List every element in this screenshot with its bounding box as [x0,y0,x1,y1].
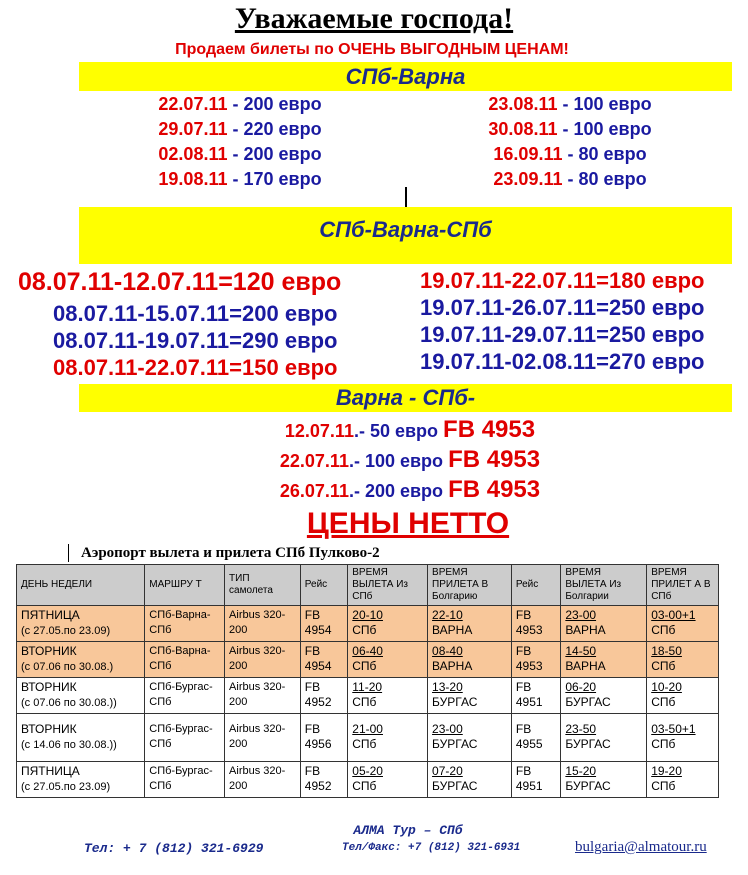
arr-cell [647,762,719,798]
table-header: ВРЕМЯ ПРИЛЕТ А В СПб [647,565,719,606]
return-line [0,446,748,474]
arr-city: СПб [651,623,676,637]
roundtrip-right-item: 19.07.11-22.07.11=180 евро [420,268,705,293]
oneway-price: - 200 евро [227,94,322,114]
company-name: АЛМА Тур – СПб [353,823,463,838]
day-name: ВТОРНИК [21,644,77,658]
day-cell [17,714,145,762]
table-header: Рейс [511,565,560,606]
oneway-date: 19.08.11 [158,169,228,189]
oneway-date: 22.07.11 [158,94,228,114]
airport-note: Аэропорт вылета и прилета СПб Пулково-2 [68,544,380,562]
dep-time: 23-00 [565,608,597,622]
oneway-date: 23.08.11 [488,94,558,114]
plane-cell: Airbus 320-200 [225,678,301,714]
dep-cell [348,714,428,762]
table-row [17,762,719,798]
subtitle-prefix: Продаем билеты по [175,41,339,58]
arr-time: 22-10 [432,608,463,622]
section-roundtrip-heading: СПб-Варна-СПб [79,207,732,264]
arr-city: ВАРНА [432,659,473,673]
flight-cell: FB 4951 [511,762,560,798]
arr-cell [647,606,719,642]
route-cell: СПб-Бургас-СПб [145,714,225,762]
plane-cell: Airbus 320-200 [225,762,301,798]
dep-cell [348,606,428,642]
arr-cell [647,642,719,678]
dep-city: СПб [352,695,377,709]
roundtrip-left-item: 08.07.11-12.07.11=120 евро [18,268,342,296]
arr-cell [647,678,719,714]
dep-time: 20-10 [352,608,383,622]
table-row [17,678,719,714]
flight-cell: FB 4955 [511,714,560,762]
oneway-date: 23.09.11 [493,169,563,189]
roundtrip-left-item: 08.07.11-19.07.11=290 евро [53,328,338,353]
return-date: 22.07.11 [279,451,349,471]
table-header: ВРЕМЯ ВЫЛЕТА Из Болгарии [561,565,647,606]
flight-cell: FB 4952 [300,762,347,798]
arr-cell [428,642,512,678]
arr-time: 08-40 [432,644,463,658]
dep-time: 06-40 [352,644,383,658]
dep-city: СПб [352,659,377,673]
page-title: Уважаемые господа! [234,2,514,35]
return-flight: FB 4953 [448,446,541,473]
arr-city: БУРГАС [432,737,478,751]
dep-city: СПб [352,737,377,751]
roundtrip-right-item: 19.07.11-26.07.11=250 евро [420,295,705,320]
page-subtitle [0,40,744,60]
flight-cell: FB 4951 [511,678,560,714]
table-row [17,714,719,762]
dep-city: СПб [352,623,377,637]
table-header: ДЕНЬ НЕДЕЛИ [17,565,145,606]
return-price: .- 100 евро [348,451,449,471]
arr-cell [428,762,512,798]
day-period: (с 07.06 по 30.08.) [21,661,114,673]
table-row [17,606,719,642]
dep-time: 21-00 [352,722,383,736]
flight-cell: FB 4954 [300,606,347,642]
return-date: 12.07.11 [284,421,354,441]
roundtrip-left-item: 08.07.11-15.07.11=200 евро [53,301,338,326]
plane-cell: Airbus 320-200 [225,714,301,762]
day-name: ВТОРНИК [21,722,77,736]
dep-time: 14-50 [565,644,597,658]
dep-cell [348,762,428,798]
return-date: 26.07.11 [279,481,349,501]
table-header: МАРШРУ Т [145,565,225,606]
table-header: ВРЕМЯ ПРИЛЕТА В Болгарию [428,565,512,606]
flight-cell: FB 4954 [300,642,347,678]
roundtrip-right-item: 19.07.11-29.07.11=250 евро [420,322,705,347]
arr-cell [428,678,512,714]
flight-cell: FB 4953 [511,642,560,678]
day-cell [17,642,145,678]
day-name: ВТОРНИК [21,680,77,694]
flight-cell: FB 4956 [300,714,347,762]
route-cell: СПб-Варна-СПб [145,606,225,642]
arr-time: 13-20 [432,680,463,694]
divider-bar [405,187,407,207]
dep-city: БУРГАС [565,779,611,793]
oneway-right-row [405,92,735,116]
plane-cell: Airbus 320-200 [225,642,301,678]
oneway-price: - 220 евро [227,119,322,139]
return-price: .- 200 евро [348,481,449,501]
arr-time: 03-50+1 [651,722,696,736]
table-row [17,642,719,678]
flight-cell: FB 4953 [511,606,560,642]
oneway-date: 30.08.11 [488,119,558,139]
oneway-right-row [405,142,735,166]
dep-cell [561,606,647,642]
route-cell: СПб-Бургас-СПб [145,762,225,798]
return-line [0,416,748,444]
arr-city: СПб [651,659,676,673]
arr-time: 23-00 [432,722,463,736]
day-name: ПЯТНИЦА [21,764,80,778]
dep-time: 15-20 [565,764,597,778]
oneway-price: - 170 евро [227,169,322,189]
dep-cell [561,762,647,798]
dep-city: БУРГАС [565,737,611,751]
arr-city: СПб [651,695,676,709]
dep-city: СПб [352,779,377,793]
oneway-price: - 80 евро [562,169,647,189]
dep-time: 05-20 [352,764,383,778]
table-header: Рейс [300,565,347,606]
subtitle-highlight: ОЧЕНЬ ВЫГОДНЫМ ЦЕНАМ! [338,41,569,58]
arr-cell [428,606,512,642]
section-oneway-heading: СПб-Варна [79,62,732,91]
dep-time: 23-50 [565,722,597,736]
arr-time: 07-20 [432,764,463,778]
dep-city: ВАРНА [565,659,606,673]
phone-number: Тел: + 7 (812) 321-6929 [84,841,264,856]
oneway-price: - 100 евро [557,119,652,139]
oneway-price: - 200 евро [227,144,322,164]
dep-cell [561,642,647,678]
arr-city: ВАРНА [432,623,473,637]
dep-city: ВАРНА [565,623,606,637]
roundtrip-right-item: 19.07.11-02.08.11=270 евро [420,349,705,374]
oneway-left-row [79,117,401,141]
roundtrip-left-item: 08.07.11-22.07.11=150 евро [53,355,338,380]
day-cell [17,678,145,714]
oneway-price: - 100 евро [557,94,652,114]
day-period: (с 27.05.по 23.09) [21,625,111,637]
return-flight: FB 4953 [448,476,541,503]
oneway-date: 29.07.11 [158,119,228,139]
oneway-date: 16.09.11 [493,144,563,164]
day-name: ПЯТНИЦА [21,608,80,622]
oneway-price: - 80 евро [562,144,647,164]
arr-city: БУРГАС [432,695,478,709]
arr-time: 10-20 [651,680,682,694]
dep-cell [348,642,428,678]
route-cell: СПб-Варна-СПб [145,642,225,678]
return-price: .- 50 евро [353,421,444,441]
plane-cell: Airbus 320-200 [225,606,301,642]
oneway-right-row [405,167,735,191]
return-flight: FB 4953 [443,416,536,443]
schedule-table [16,564,719,798]
day-period: (с 27.05.по 23.09) [21,781,111,793]
arr-city: СПб [651,779,676,793]
day-cell [17,762,145,798]
flight-cell: FB 4952 [300,678,347,714]
dep-city: БУРГАС [565,695,611,709]
dep-cell [561,714,647,762]
table-header-row [17,565,719,606]
oneway-left-row [79,142,401,166]
table-header: ТИП самолета [225,565,301,606]
day-cell [17,606,145,642]
table-header: ВРЕМЯ ВЫЛЕТА Из СПб [348,565,428,606]
day-period: (с 07.06 по 30.08.)) [21,697,117,709]
oneway-right-row [405,117,735,141]
route-cell: СПб-Бургас-СПб [145,678,225,714]
oneway-left-row [79,167,401,191]
arr-cell [647,714,719,762]
arr-time: 03-00+1 [651,608,696,622]
arr-city: БУРГАС [432,779,478,793]
arr-time: 19-20 [651,764,682,778]
arr-cell [428,714,512,762]
dep-cell [348,678,428,714]
netto-prices-heading: ЦЕНЫ НЕТТО [306,507,510,540]
email-link[interactable]: bulgaria@almatour.ru [575,839,707,855]
section-return-heading: Варна - СПб- [79,384,732,412]
oneway-left-row [79,92,401,116]
dep-time: 06-20 [565,680,597,694]
dep-cell [561,678,647,714]
arr-city: СПб [651,737,676,751]
day-period: (с 14.06 по 30.08.)) [21,739,117,751]
oneway-date: 02.08.11 [158,144,228,164]
return-line [0,476,748,504]
fax-number: Тел/Факс: +7 (812) 321-6931 [342,842,521,854]
arr-time: 18-50 [651,644,682,658]
dep-time: 11-20 [352,680,383,694]
